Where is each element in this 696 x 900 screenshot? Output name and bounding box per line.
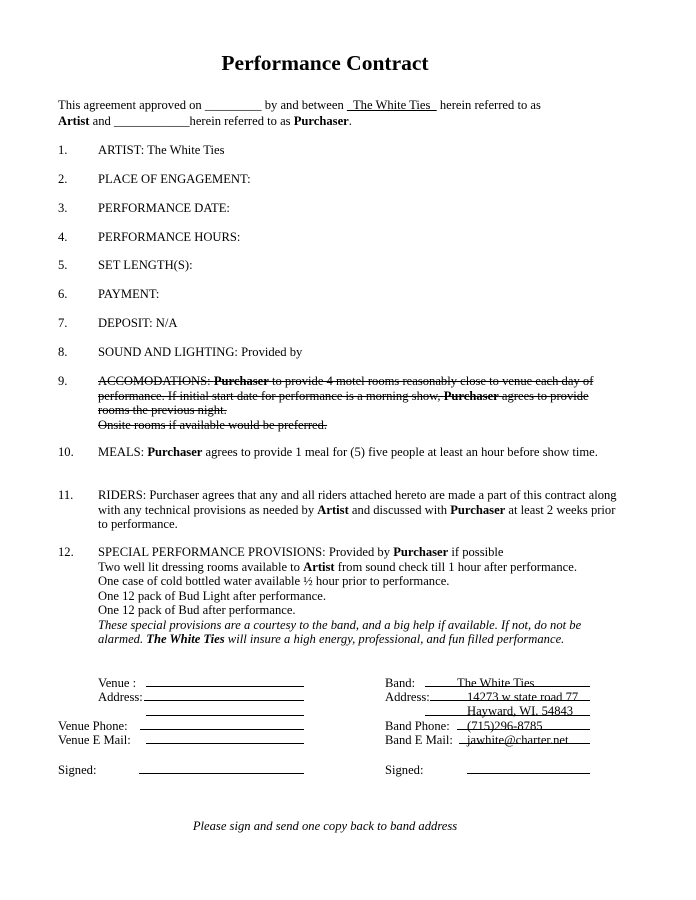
band-signature-line[interactable]: [467, 773, 590, 774]
clause-5: [58, 258, 618, 273]
clause-number: 2.: [58, 172, 68, 186]
band-phone: (715)296-8785: [467, 719, 543, 733]
clause-number: 1.: [58, 143, 68, 157]
clause-text: ARTIST: The White Ties: [98, 143, 225, 157]
clause-text: SOUND AND LIGHTING: Provided by: [98, 345, 303, 359]
text: These special provisions are a courtesy to the band, and a big help if available. If not, do not be alarmed.: [98, 617, 582, 646]
provision-dressing-rooms: [98, 560, 618, 575]
clause-10-meals: [58, 445, 618, 460]
venue-line[interactable]: [146, 686, 304, 687]
text: agrees to provide 1 meal for (5) five people at least an hour before show time.: [202, 445, 598, 459]
clause-9-accommodations: [58, 374, 618, 432]
intro-text: .: [348, 114, 352, 128]
band-label: Band:: [385, 676, 416, 690]
venue-address-label: Address:: [98, 690, 143, 704]
clause-text: [98, 545, 618, 647]
clause-4: [58, 230, 618, 245]
band-name: The White Ties: [346, 98, 437, 112]
clause-text: PERFORMANCE HOURS:: [98, 230, 241, 244]
clause-text: [98, 488, 618, 532]
clause-3: [58, 201, 618, 216]
clause-text: SET LENGTH(S):: [98, 258, 193, 272]
venue-address-line-1[interactable]: [144, 700, 304, 701]
provisions-heading: [98, 545, 618, 560]
clause-text-struck: [98, 374, 618, 432]
venue-address-line-2[interactable]: [146, 715, 304, 716]
text: agrees to provide rooms the previous night.: [98, 388, 589, 417]
intro-text: by and between: [261, 98, 347, 112]
band-email-label: Band E Mail:: [385, 733, 453, 747]
band-value: The White Ties: [457, 676, 535, 690]
artist-term: Artist: [317, 502, 349, 517]
clause-text: PLACE OF ENGAGEMENT:: [98, 172, 251, 186]
venue-phone-line[interactable]: [140, 729, 304, 730]
text: from sound check till 1 hour after performance.: [334, 559, 577, 574]
band-address-label: Address:: [385, 690, 430, 704]
text: will insure a high energy, professional, and fun filled performance.: [224, 632, 565, 646]
venue-email-label: Venue E Mail:: [58, 733, 131, 747]
purchaser-term: Purchaser: [393, 545, 449, 559]
clause-number: 9.: [58, 374, 68, 388]
intro-text: herein referred to as: [436, 98, 541, 112]
clause-7: [58, 316, 618, 331]
venue-signature-line[interactable]: [139, 773, 304, 774]
text: SPECIAL PERFORMANCE PROVISIONS: Provided by: [98, 545, 394, 559]
purchaser-term: Purchaser: [443, 388, 499, 403]
text: and discussed with: [348, 502, 451, 517]
clause-12-special-provisions: [58, 545, 618, 647]
footer-instruction: Please sign and send one copy back to band address: [192, 819, 458, 833]
document-title: Performance Contract: [221, 51, 429, 75]
provision-bud: One 12 pack of Bud after performance.: [98, 603, 296, 617]
venue-phone-label: Venue Phone:: [58, 719, 128, 733]
band-name: The White Ties: [146, 632, 225, 646]
clause-number: 5.: [58, 258, 68, 272]
clause-number: 4.: [58, 230, 68, 244]
artist-term: Artist: [303, 559, 335, 574]
purchaser-term: Purchaser: [293, 114, 349, 128]
artist-term: Artist: [58, 114, 90, 128]
clause-11-riders: [58, 488, 618, 532]
intro-text: This agreement approved on: [58, 98, 205, 112]
clause-1: [58, 143, 618, 158]
date-blank: _________: [204, 98, 262, 112]
provision-bud-light: One 12 pack of Bud Light after performance.: [98, 588, 326, 603]
clause-number: 6.: [58, 287, 68, 301]
purchaser-term: Purchaser: [147, 445, 203, 459]
clause-text: PAYMENT:: [98, 287, 160, 301]
venue-email-line[interactable]: [146, 743, 304, 744]
clause-8: [58, 345, 618, 360]
clause-text: DEPOSIT: N/A: [98, 316, 178, 330]
purchaser-term: Purchaser: [213, 374, 269, 388]
clause-6: [58, 287, 618, 302]
text: if possible: [448, 545, 504, 559]
band-address-1: 14273 w state road 77: [467, 690, 579, 704]
clause-number: 10.: [58, 445, 74, 459]
clause-number: 3.: [58, 201, 68, 215]
clause-text: PERFORMANCE DATE:: [98, 201, 230, 215]
band-phone-label: Band Phone:: [385, 719, 450, 733]
venue-label: Venue :: [98, 676, 137, 690]
provisions-note: [98, 618, 618, 647]
text: at least 2 weeks prior to performance.: [98, 502, 616, 531]
clause-2: [58, 172, 618, 187]
text: MEALS:: [98, 445, 148, 459]
purchaser-term: Purchaser: [450, 502, 506, 517]
band-address-2: Hayward, WI. 54843: [467, 704, 574, 718]
clause-number: 11.: [58, 488, 74, 502]
intro-paragraph: [58, 97, 618, 129]
text: RIDERS: Purchaser agrees that any and all riders attached hereto are made a part of this contract along with any technical provisions as needed by: [98, 488, 617, 517]
intro-text: herein referred to as: [189, 114, 294, 128]
clause-number: 12.: [58, 545, 74, 559]
venue-signed-label: Signed:: [58, 763, 97, 777]
provision-water: One case of cold bottled water available ½ hour prior to performance.: [98, 574, 450, 588]
clause-number: 7.: [58, 316, 68, 330]
text: Two well lit dressing rooms available to: [98, 559, 304, 574]
band-email: jawhite@charter.net: [467, 733, 569, 747]
clause-text: [98, 445, 618, 460]
intro-text: and: [89, 114, 114, 128]
clause-number: 8.: [58, 345, 68, 359]
text: Onsite rooms if available would be preferred.: [98, 417, 328, 432]
text: ACCOMODATIONS:: [98, 374, 214, 388]
band-signed-label: Signed:: [385, 763, 424, 777]
text: to provide 4 motel rooms reasonably close to venue each day of performance. If initial start date for performance is a morning show,: [98, 374, 594, 403]
purchaser-blank: ____________: [113, 114, 190, 128]
